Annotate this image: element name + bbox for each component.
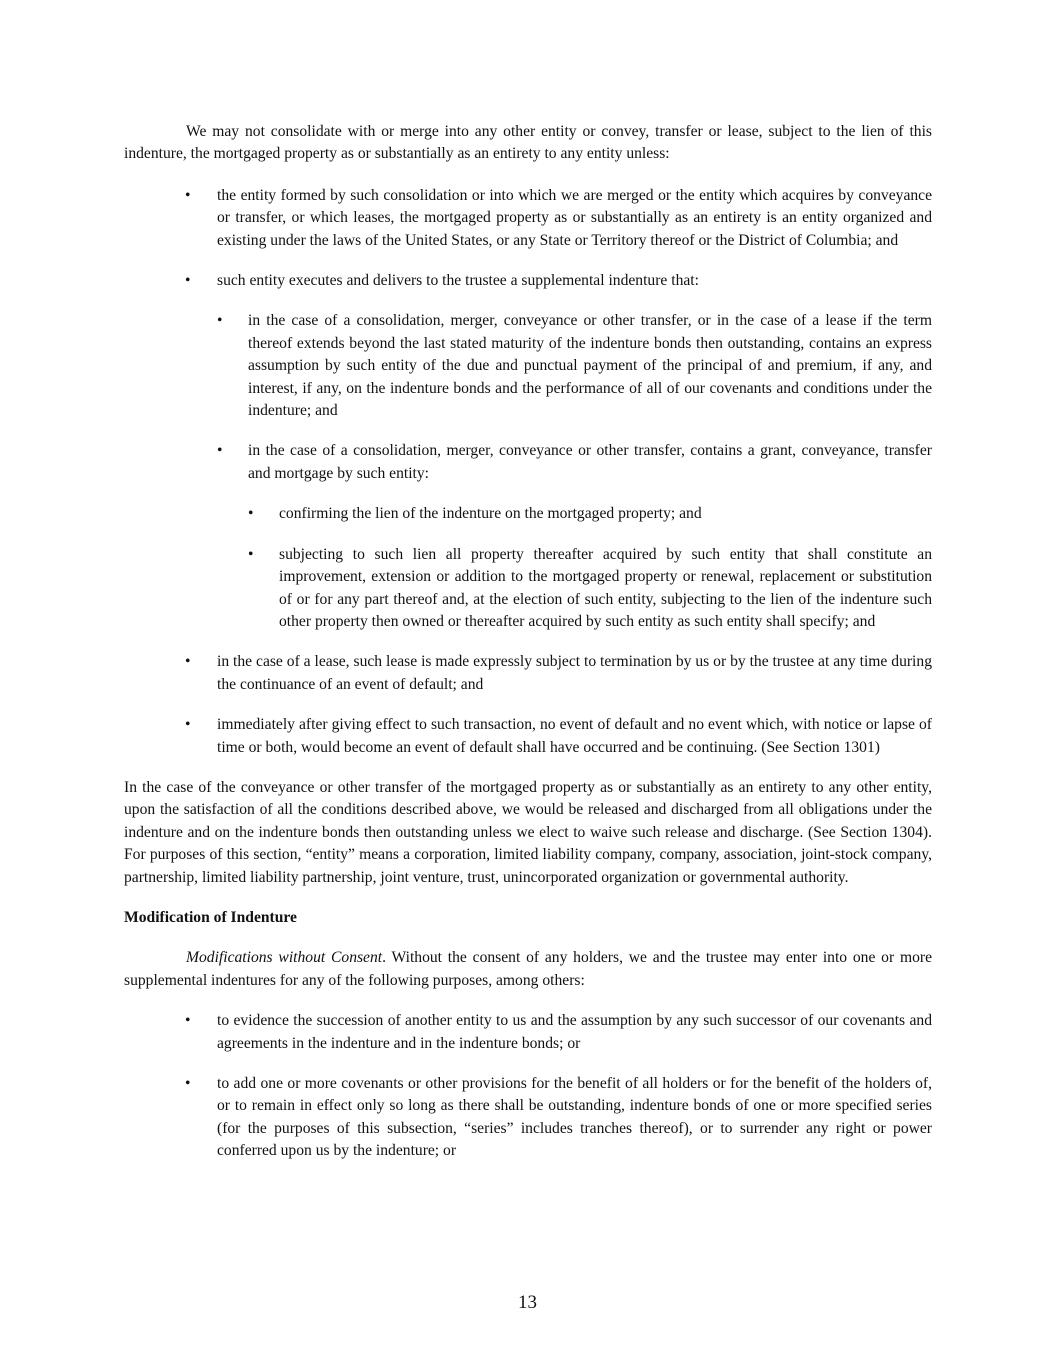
list-item-text: immediately after giving effect to such transaction, no event of default and no event which, with notice or lapse of time or both, would become an event of default shall have occurred and be continuing. (See Section 1301) xyxy=(217,716,932,756)
conveyance-paragraph: In the case of the conveyance or other transfer of the mortgaged property as or substantially as an entirety to any other entity, upon the satisfaction of all the conditions described above, we would be released and discharged from all obligations under the indenture and on the indenture bonds then outstanding unless we elect to waive such release and discharge. (See Section 1304). For purposes of this section, “entity” means a corporation, limited liability company, company, association, joint-stock company, partnership, limited liability partnership, joint venture, trust, unincorporated organization or governmental authority. xyxy=(124,778,932,886)
page-number: 13 xyxy=(518,1292,537,1313)
list-item xyxy=(124,651,932,696)
list-item-text: in the case of a consolidation, merger, conveyance or other transfer, contains a grant, conveyance, transfer and mortgage by such entity: xyxy=(248,442,932,482)
list-item-text: such entity executes and delivers to the trustee a supplemental indenture that: xyxy=(217,272,699,290)
bullet-marker: • xyxy=(217,312,223,330)
list-item xyxy=(124,185,932,252)
list-item xyxy=(124,1073,932,1163)
modifications-paragraph xyxy=(124,947,932,992)
bullet-marker: • xyxy=(185,1012,191,1030)
document-body xyxy=(124,121,932,1163)
list-item-text: to add one or more covenants or other provisions for the benefit of all holders or for the benefit of the holders of, or to remain in effect only so long as there shall be outstanding, indenture bonds of one or more specified series (for the purposes of this subsection, “series” includes tranches thereof), or to surrender any right or power conferred upon us by the indenture; or xyxy=(217,1075,932,1160)
bullet-marker: • xyxy=(185,272,191,290)
list-item-text: the entity formed by such consolidation or into which we are merged or the entity which acquires by conveyance or transfer, or which leases, the mortgaged property as or substantially as an entirety is an entity organized and existing under the laws of the United States, or any State or Territory thereof or the District of Columbia; and xyxy=(217,186,932,249)
list-item-text: subjecting to such lien all property thereafter acquired by such entity that shall constitute an improvement, extension or addition to the mortgaged property or renewal, replacement or substitution of or for any part thereof and, at the election of such entity, subjecting to the lien of the indenture such other property then owned or thereafter acquired by such entity as such entity shall specify; and xyxy=(279,545,932,630)
modifications-label: Modifications without Consent xyxy=(186,949,383,967)
bullet-marker: • xyxy=(217,442,223,460)
sub-list-item xyxy=(124,310,932,422)
sub-sub-list-item xyxy=(124,503,932,525)
bullet-marker: • xyxy=(185,653,191,671)
list-item-text: to evidence the succession of another entity to us and the assumption by any such successor of our covenants and agreements in the indenture and in the indenture bonds; or xyxy=(217,1012,932,1052)
bullet-marker: • xyxy=(185,1075,191,1092)
list-item xyxy=(124,270,932,292)
sub-sub-list-item xyxy=(124,544,932,634)
bullet-marker: • xyxy=(185,716,191,734)
list-item xyxy=(124,714,932,759)
intro-paragraph: We may not consolidate with or merge into any other entity or convey, transfer or lease, subject to the lien of this indenture, the mortgaged property as or substantially as an entirety to any entity unless: xyxy=(124,123,932,163)
list-item-text: in the case of a consolidation, merger, conveyance or other transfer, or in the case of a lease if the term thereof extends beyond the last stated maturity of the indenture bonds then outstanding, contains an express assumption by such entity of the due and punctual payment of the principal of and premium, if any, and interest, if any, on the indenture bonds and the performance of all of our covenants and conditions under the indenture; and xyxy=(248,312,932,420)
bullet-marker: • xyxy=(248,545,254,563)
section-heading: Modification of Indenture xyxy=(124,908,297,926)
sub-list-item xyxy=(124,440,932,485)
modifications-text: . Without the consent of any holders, we and the trustee may enter into one or more supplemental indentures for any of the following purposes, among others: xyxy=(124,949,932,989)
bullet-marker: • xyxy=(248,505,254,523)
bullet-marker: • xyxy=(185,186,191,204)
list-item-text: in the case of a lease, such lease is made expressly subject to termination by us or by the trustee at any time during the continuance of an event of default; and xyxy=(217,653,932,693)
list-item xyxy=(124,1010,932,1055)
list-item-text: confirming the lien of the indenture on the mortgaged property; and xyxy=(279,505,702,523)
